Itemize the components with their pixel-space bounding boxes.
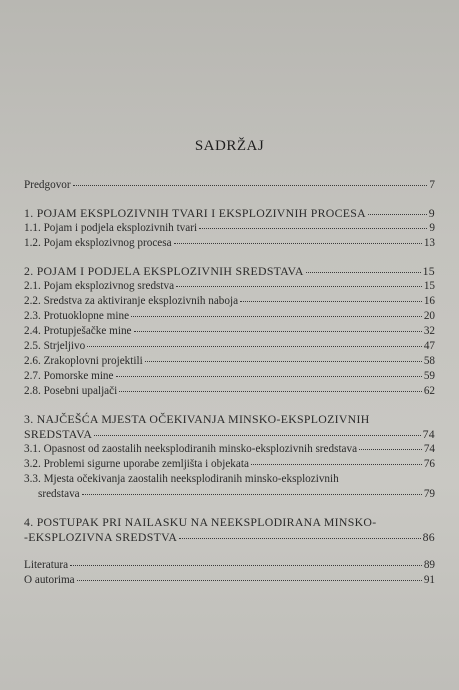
toc-entry-label-continued: SREDSTAVA [24, 427, 93, 441]
dot-leader [174, 243, 422, 244]
toc-entry-label: 3.1. Opasnost od zaostalih neeksplodiranih minsko-eksplozivnih sredstava [24, 443, 358, 455]
dot-leader [251, 464, 422, 465]
toc-chapter-3-line2 [24, 427, 435, 442]
toc-entry-page: 9 [429, 222, 435, 234]
toc-entry-2-2 [24, 294, 435, 309]
toc-chapter-2 [24, 264, 435, 279]
toc-entry-label: 2.7. Pomorske mine [24, 370, 114, 382]
toc-entry-label: 2.1. Pojam eksplozivnog sredstva [24, 280, 175, 292]
dot-leader [94, 435, 420, 436]
toc-chapter-3-line1 [24, 412, 435, 427]
toc-entry-page: 62 [423, 385, 435, 397]
toc-entry-2-4 [24, 324, 435, 339]
toc-entry-1-1 [24, 221, 435, 236]
toc-entry-label: 2. POJAM I PODJELA EKSPLOZIVNIH SREDSTAVA [24, 264, 304, 278]
toc-entry-page: 47 [423, 340, 435, 352]
toc-entry-label: 2.6. Zrakoplovni projektili [24, 355, 143, 367]
toc-entry-page: 7 [429, 179, 435, 191]
toc-entry-label-continued: sredstava [38, 488, 80, 500]
toc-entry-2-1 [24, 279, 435, 294]
toc-entry-label: 1.1. Pojam i podjela eksplozivnih tvari [24, 222, 198, 234]
dot-leader [73, 185, 428, 186]
toc-entry-label: Predgovor [24, 179, 71, 191]
toc-entry-label: 1.2. Pojam eksplozivnog procesa [24, 237, 172, 249]
toc-entry-page: 9 [428, 206, 435, 220]
toc-entry-page: 86 [422, 530, 435, 544]
toc-entry-label: 1. POJAM EKSPLOZIVNIH TVARI I EKSPLOZIVNIH PROCESA [24, 206, 366, 220]
toc-entry-label: 2.4. Protupješačke mine [24, 325, 132, 337]
toc-entry-page: 74 [422, 427, 435, 441]
toc-entry-o-autorima [24, 573, 435, 588]
toc-entry-3-2 [24, 457, 435, 472]
toc-entry-literatura [24, 558, 435, 573]
dot-leader [240, 301, 422, 302]
dot-leader [70, 565, 422, 566]
toc-entry-page: 16 [423, 295, 435, 307]
toc-entry-3-3-line1 [24, 472, 435, 487]
dot-leader [176, 286, 422, 287]
toc-entry-1-2 [24, 236, 435, 251]
toc-entry-label: 3. NAJČEŠĆA MJESTA OČEKIVANJA MINSKO-EKSPLOZIVNIH [24, 412, 370, 426]
toc-chapter-1 [24, 206, 435, 221]
toc-entry-label-continued: -EKSPLOZIVNA SREDSTVA [24, 530, 178, 544]
toc-entry-page: 15 [422, 264, 435, 278]
dot-leader [199, 228, 427, 229]
dot-leader [77, 580, 422, 581]
toc-entry-page: 32 [423, 325, 435, 337]
toc-chapter-4-line2 [24, 530, 435, 545]
toc-entry-2-8 [24, 384, 435, 399]
dot-leader [145, 361, 422, 362]
toc-entry-page: 20 [423, 310, 435, 322]
toc-entry-label: 2.5. Strjeljivo [24, 340, 86, 352]
dot-leader [359, 449, 422, 450]
dot-leader [368, 214, 427, 215]
toc-entry-page: 74 [423, 443, 435, 455]
dot-leader [119, 391, 422, 392]
toc-entry-3-3-line2 [24, 487, 435, 502]
toc-entry-2-7 [24, 369, 435, 384]
toc-entry-2-5 [24, 339, 435, 354]
toc-entry-2-6 [24, 354, 435, 369]
toc-entry-label: 3.2. Problemi sigurne uporabe zemljišta i objekata [24, 458, 249, 470]
toc-entry-label: 3.3. Mjesta očekivanja zaostalih neeksplodiranih minsko-eksplozivnih [24, 473, 339, 485]
dot-leader [131, 316, 422, 317]
table-of-contents [24, 178, 435, 588]
toc-chapter-4-line1 [24, 515, 435, 530]
page-title: SADRŽAJ [194, 138, 265, 154]
dot-leader [179, 538, 420, 539]
toc-entry-page: 13 [423, 237, 435, 249]
toc-entry-page: 58 [423, 355, 435, 367]
toc-entry-label: 4. POSTUPAK PRI NAILASKU NA NEEKSPLODIRANA MINSKO- [24, 515, 377, 529]
toc-entry-page: 59 [423, 370, 435, 382]
toc-entry-label: 2.8. Posebni upaljači [24, 385, 118, 397]
toc-entry-2-3 [24, 309, 435, 324]
toc-entry-3-1 [24, 442, 435, 457]
dot-leader [116, 376, 422, 377]
toc-entry-page: 15 [423, 280, 435, 292]
toc-entry-page: 76 [423, 458, 435, 470]
toc-entry-page: 79 [423, 488, 435, 500]
dot-leader [306, 272, 421, 273]
toc-entry-label: 2.2. Sredstva za aktiviranje eksplozivnih naboja [24, 295, 239, 307]
toc-entry-predgovor [24, 178, 435, 193]
toc-entry-label: Literatura [24, 559, 69, 571]
dot-leader [87, 346, 422, 347]
dot-leader [82, 494, 422, 495]
toc-entry-label: 2.3. Protuoklopne mine [24, 310, 130, 322]
toc-entry-page: 89 [423, 559, 435, 571]
dot-leader [134, 331, 422, 332]
toc-entry-page: 91 [423, 574, 435, 586]
toc-entry-label: O autorima [24, 574, 75, 586]
